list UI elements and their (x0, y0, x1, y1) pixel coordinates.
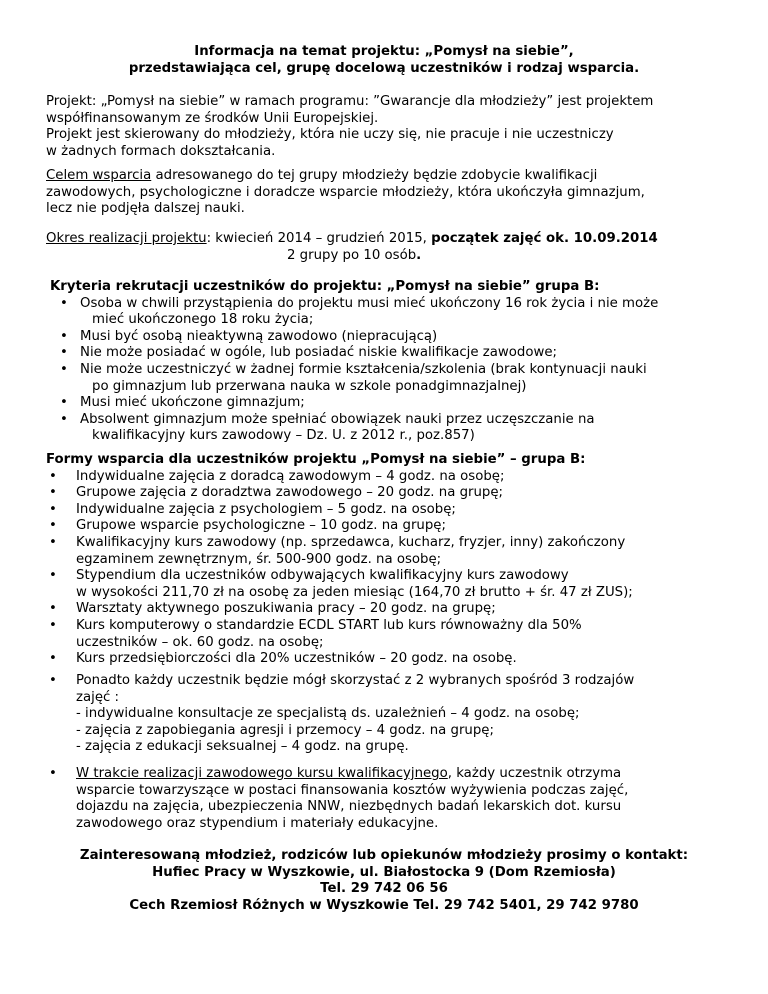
contact-section (40, 848, 728, 914)
project-line-3: Projekt jest skierowany do młodzieży, która nie uczy się, nie pracuje i nie uczestniczy (46, 127, 614, 143)
forms-item: • Kwalifikacyjny kurs zawodowy (np. sprzedawca, kucharz, fryzjer, inny) zakończony egzaminem zewnętrznym, śr. 500-900 godz. na osobę; (46, 535, 736, 568)
forms-heading: Formy wsparcia dla uczestników projektu „Pomysł na siebie” – grupa B: (46, 452, 586, 467)
extra-line-5: - zajęcia z edukacji seksualnej – 4 godz. na grupę. (76, 739, 409, 755)
period-line-2 (46, 248, 736, 265)
contact-line-3: Tel. 29 742 06 56 (320, 881, 448, 897)
period-start: początek zajęć ok. 10.09.2014 (431, 231, 658, 246)
extra-section (46, 673, 736, 756)
forms-item: • Grupowe wsparcie psychologiczne – 10 godz. na grupę; (46, 518, 736, 535)
extra-line-4: - zajęcia z zapobiegania agresji i przemocy – 4 godz. na grupę; (76, 722, 494, 738)
contact-line-1: Zainteresowaną młodzież, rodziców lub opiekunów młodzieży prosimy o kontakt: (79, 848, 689, 863)
forms-item: • Indywidualne zajęcia z doradcą zawodowym – 4 godz. na osobę; (46, 469, 736, 486)
criteria-item: • Osoba w chwili przystąpienia do projektu musi mieć ukończony 16 rok życia i nie może mieć ukończonego 18 roku życia; (50, 296, 740, 329)
criteria-section (50, 279, 740, 445)
project-line-1: Projekt: „Pomysł na siebie” w ramach programu: ”Gwarancje dla młodzieży” jest projektem (46, 94, 654, 109)
period-section (46, 231, 736, 264)
period-groups: 2 grupy po 10 osób (287, 247, 417, 263)
course-label: W trakcie realizacji zawodowego kursu kwalifikacyjnego (76, 766, 448, 781)
project-line-4: w żadnych formach dokształcania. (46, 143, 276, 159)
course-section (46, 766, 736, 832)
forms-item: • Grupowe zajęcia z doradztwa zawodowego – 20 godz. na grupę; (46, 485, 736, 502)
criteria-heading: Kryteria rekrutacji uczestników do projektu: „Pomysł na siebie” grupa B: (50, 279, 600, 294)
extra-line-2: zajęć : (76, 689, 120, 705)
forms-item: • Stypendium dla uczestników odbywających kwalifikacyjny kurs zawodowy w wysokości 211,70 zł na osobę za jeden miesiąc (164,70 zł brutto + śr. 47 zł ZUS); (46, 568, 736, 601)
extra-line-3: - indywidualne konsultacje ze specjalistą ds. uzależnień – 4 godz. na osobę; (76, 706, 580, 722)
goal-line-3: lecz nie podjęła dalszej nauki. (46, 201, 245, 217)
criteria-item: • Absolwent gimnazjum może spełniać obowiązek nauki przez uczęszczanie na kwalifikacyjny kurs zawodowy – Dz. U. z 2012 r., poz.857) (50, 412, 740, 445)
forms-item: • Warsztaty aktywnego poszukiwania pracy – 20 godz. na grupę; (46, 601, 736, 618)
period-dot: . (416, 247, 422, 263)
goal-section (46, 168, 736, 218)
document-title (40, 44, 728, 77)
course-line-2: wsparcie towarzyszące w postaci finansowania kosztów wyżywienia podczas zajęć, (76, 782, 629, 798)
course-line-4: zawodowego oraz stypendium i materiały edukacyjne. (76, 815, 439, 831)
course-line-3: dojazdu na zajęcia, ubezpieczenia NNW, niezbędnych badań lekarskich dot. kursu (76, 799, 622, 815)
goal-line-1 (46, 168, 736, 185)
course-item (46, 766, 736, 832)
criteria-item: • Nie może uczestniczyć w żadnej formie kształcenia/szkolenia (brak kontynuacji nauki po gimnazjum lub przerwana nauka w szkole ponadgimnazjalnej) (50, 362, 740, 395)
extra-item (46, 673, 736, 756)
course-line-1: • W trakcie realizacji zawodowego kursu kwalifikacyjnego, każdy uczestnik otrzyma (76, 766, 622, 781)
forms-item: • Indywidualne zajęcia z psychologiem – 5 godz. na osobę; (46, 502, 736, 519)
forms-item: • Kurs przedsiębiorczości dla 20% uczestników – 20 godz. na osobę. (46, 651, 736, 668)
title-line-1: Informacja na temat projektu: „Pomysł na siebie”, (194, 44, 574, 59)
criteria-item: • Musi być osobą nieaktywną zawodowo (niepracującą) (50, 329, 740, 346)
period-text: : kwiecień 2014 – grudzień 2015, (206, 231, 432, 246)
forms-section (46, 452, 736, 668)
goal-label: Celem wsparcia (46, 168, 152, 183)
period-line-1 (46, 231, 736, 248)
project-line-2: współfinansowanym ze środków Unii Europejskiej. (46, 110, 379, 126)
forms-item: • Kurs komputerowy o standardzie ECDL START lub kurs równoważny dla 50% uczestników – ok. 60 godz. na osobę; (46, 618, 736, 651)
criteria-item: • Nie może posiadać w ogóle, lub posiadać niskie kwalifikacje zawodowe; (50, 345, 740, 362)
title-line-2: przedstawiająca cel, grupę docelową uczestników i rodzaj wsparcia. (128, 60, 640, 76)
contact-line-2: Hufiec Pracy w Wyszkowie, ul. Białostocka 9 (Dom Rzemiosła) (152, 864, 616, 880)
project-description (46, 94, 736, 160)
period-label: Okres realizacji projektu (46, 231, 207, 246)
criteria-item: • Musi mieć ukończone gimnazjum; (50, 395, 740, 412)
goal-text: adresowanego do tej grupy młodzieży będzie zdobycie kwalifikacji (151, 168, 598, 183)
goal-line-2: zawodowych, psychologiczne i doradcze wsparcie młodzieży, która ukończyła gimnazjum, (46, 184, 645, 200)
contact-line-4: Cech Rzemiosł Różnych w Wyszkowie Tel. 29 742 5401, 29 742 9780 (129, 897, 639, 913)
extra-line-1: • Ponadto każdy uczestnik będzie mógł skorzystać z 2 wybranych spośród 3 rodzajów (76, 673, 635, 688)
